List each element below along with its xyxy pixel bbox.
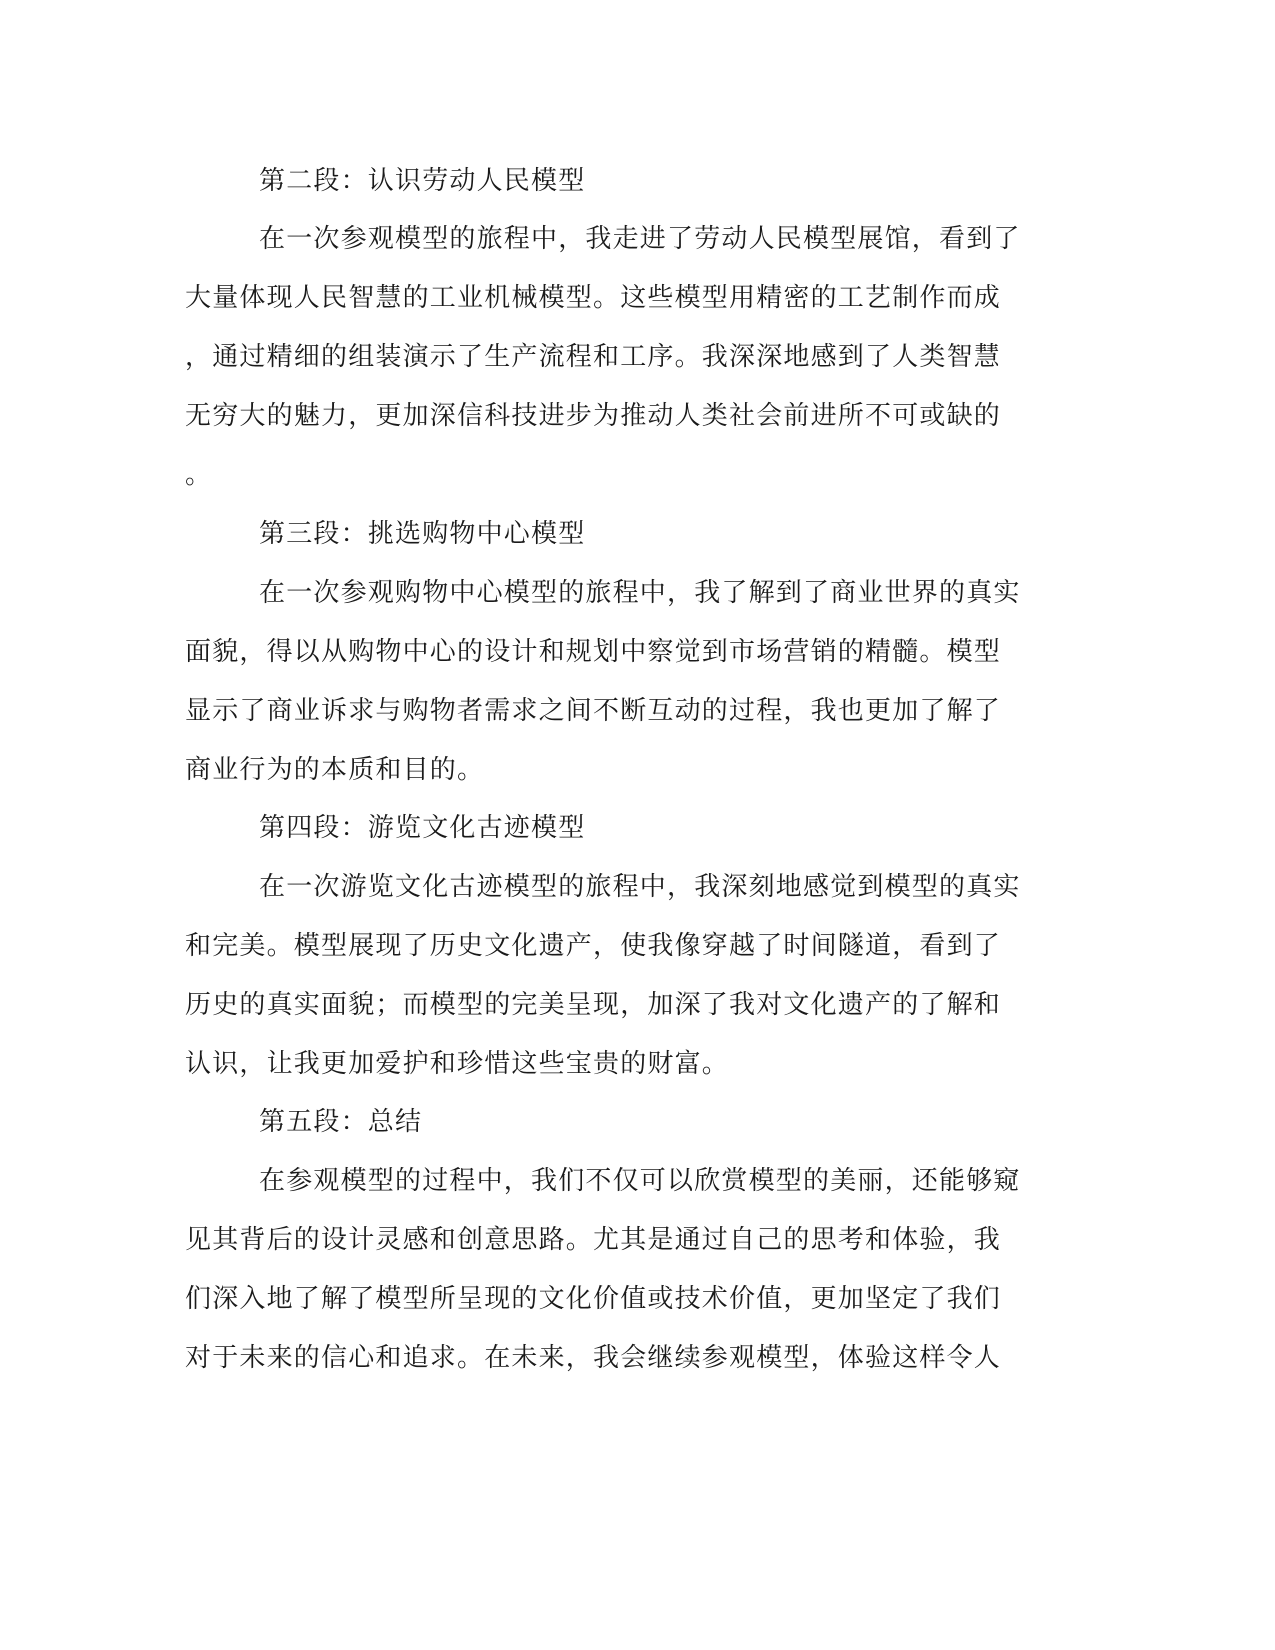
paragraph-line: 商业行为的本质和目的。 [185,755,485,785]
section-heading-5: 第五段：总结 [259,1107,423,1137]
paragraph-line: 在一次参观购物中心模型的旅程中，我了解到了商业世界的真实 [259,578,1021,608]
paragraph-line: 面貌，得以从购物中心的设计和规划中察觉到市场营销的精髓。模型 [185,637,1002,667]
paragraph-line: 见其背后的设计灵感和创意思路。尤其是通过自己的思考和体验，我 [185,1225,1002,1255]
paragraph-line: 们深入地了解了模型所呈现的文化价值或技术价值，更加坚定了我们 [185,1284,1002,1314]
paragraph-line: 显示了商业诉求与购物者需求之间不断互动的过程，我也更加了解了 [185,696,1002,726]
paragraph-line: 无穷大的魅力，更加深信科技进步为推动人类社会前进所不可或缺的 [185,401,1002,431]
paragraph-line: 历史的真实面貌；而模型的完美呈现，加深了我对文化遗产的了解和 [185,990,1002,1020]
section-heading-4: 第四段：游览文化古迹模型 [259,813,586,843]
paragraph-line: 和完美。模型展现了历史文化遗产，使我像穿越了时间隧道，看到了 [185,931,1002,961]
section-heading-2: 第二段：认识劳动人民模型 [259,166,586,196]
paragraph-line: 在一次参观模型的旅程中，我走进了劳动人民模型展馆，看到了 [259,224,1021,254]
paragraph-line: 认识，让我更加爱护和珍惜这些宝贵的财富。 [185,1049,730,1079]
paragraph-line: 在一次游览文化古迹模型的旅程中，我深刻地感觉到模型的真实 [259,872,1021,902]
paragraph-line: 。 [185,460,213,490]
paragraph-line: 大量体现人民智慧的工业机械模型。这些模型用精密的工艺制作而成 [185,283,1002,313]
section-heading-3: 第三段：挑选购物中心模型 [259,519,586,549]
paragraph-line: ，通过精细的组装演示了生产流程和工序。我深深地感到了人类智慧 [185,342,1002,372]
paragraph-line: 对于未来的信心和追求。在未来，我会继续参观模型，体验这样令人 [185,1343,1002,1373]
paragraph-line: 在参观模型的过程中，我们不仅可以欣赏模型的美丽，还能够窥 [259,1166,1021,1196]
